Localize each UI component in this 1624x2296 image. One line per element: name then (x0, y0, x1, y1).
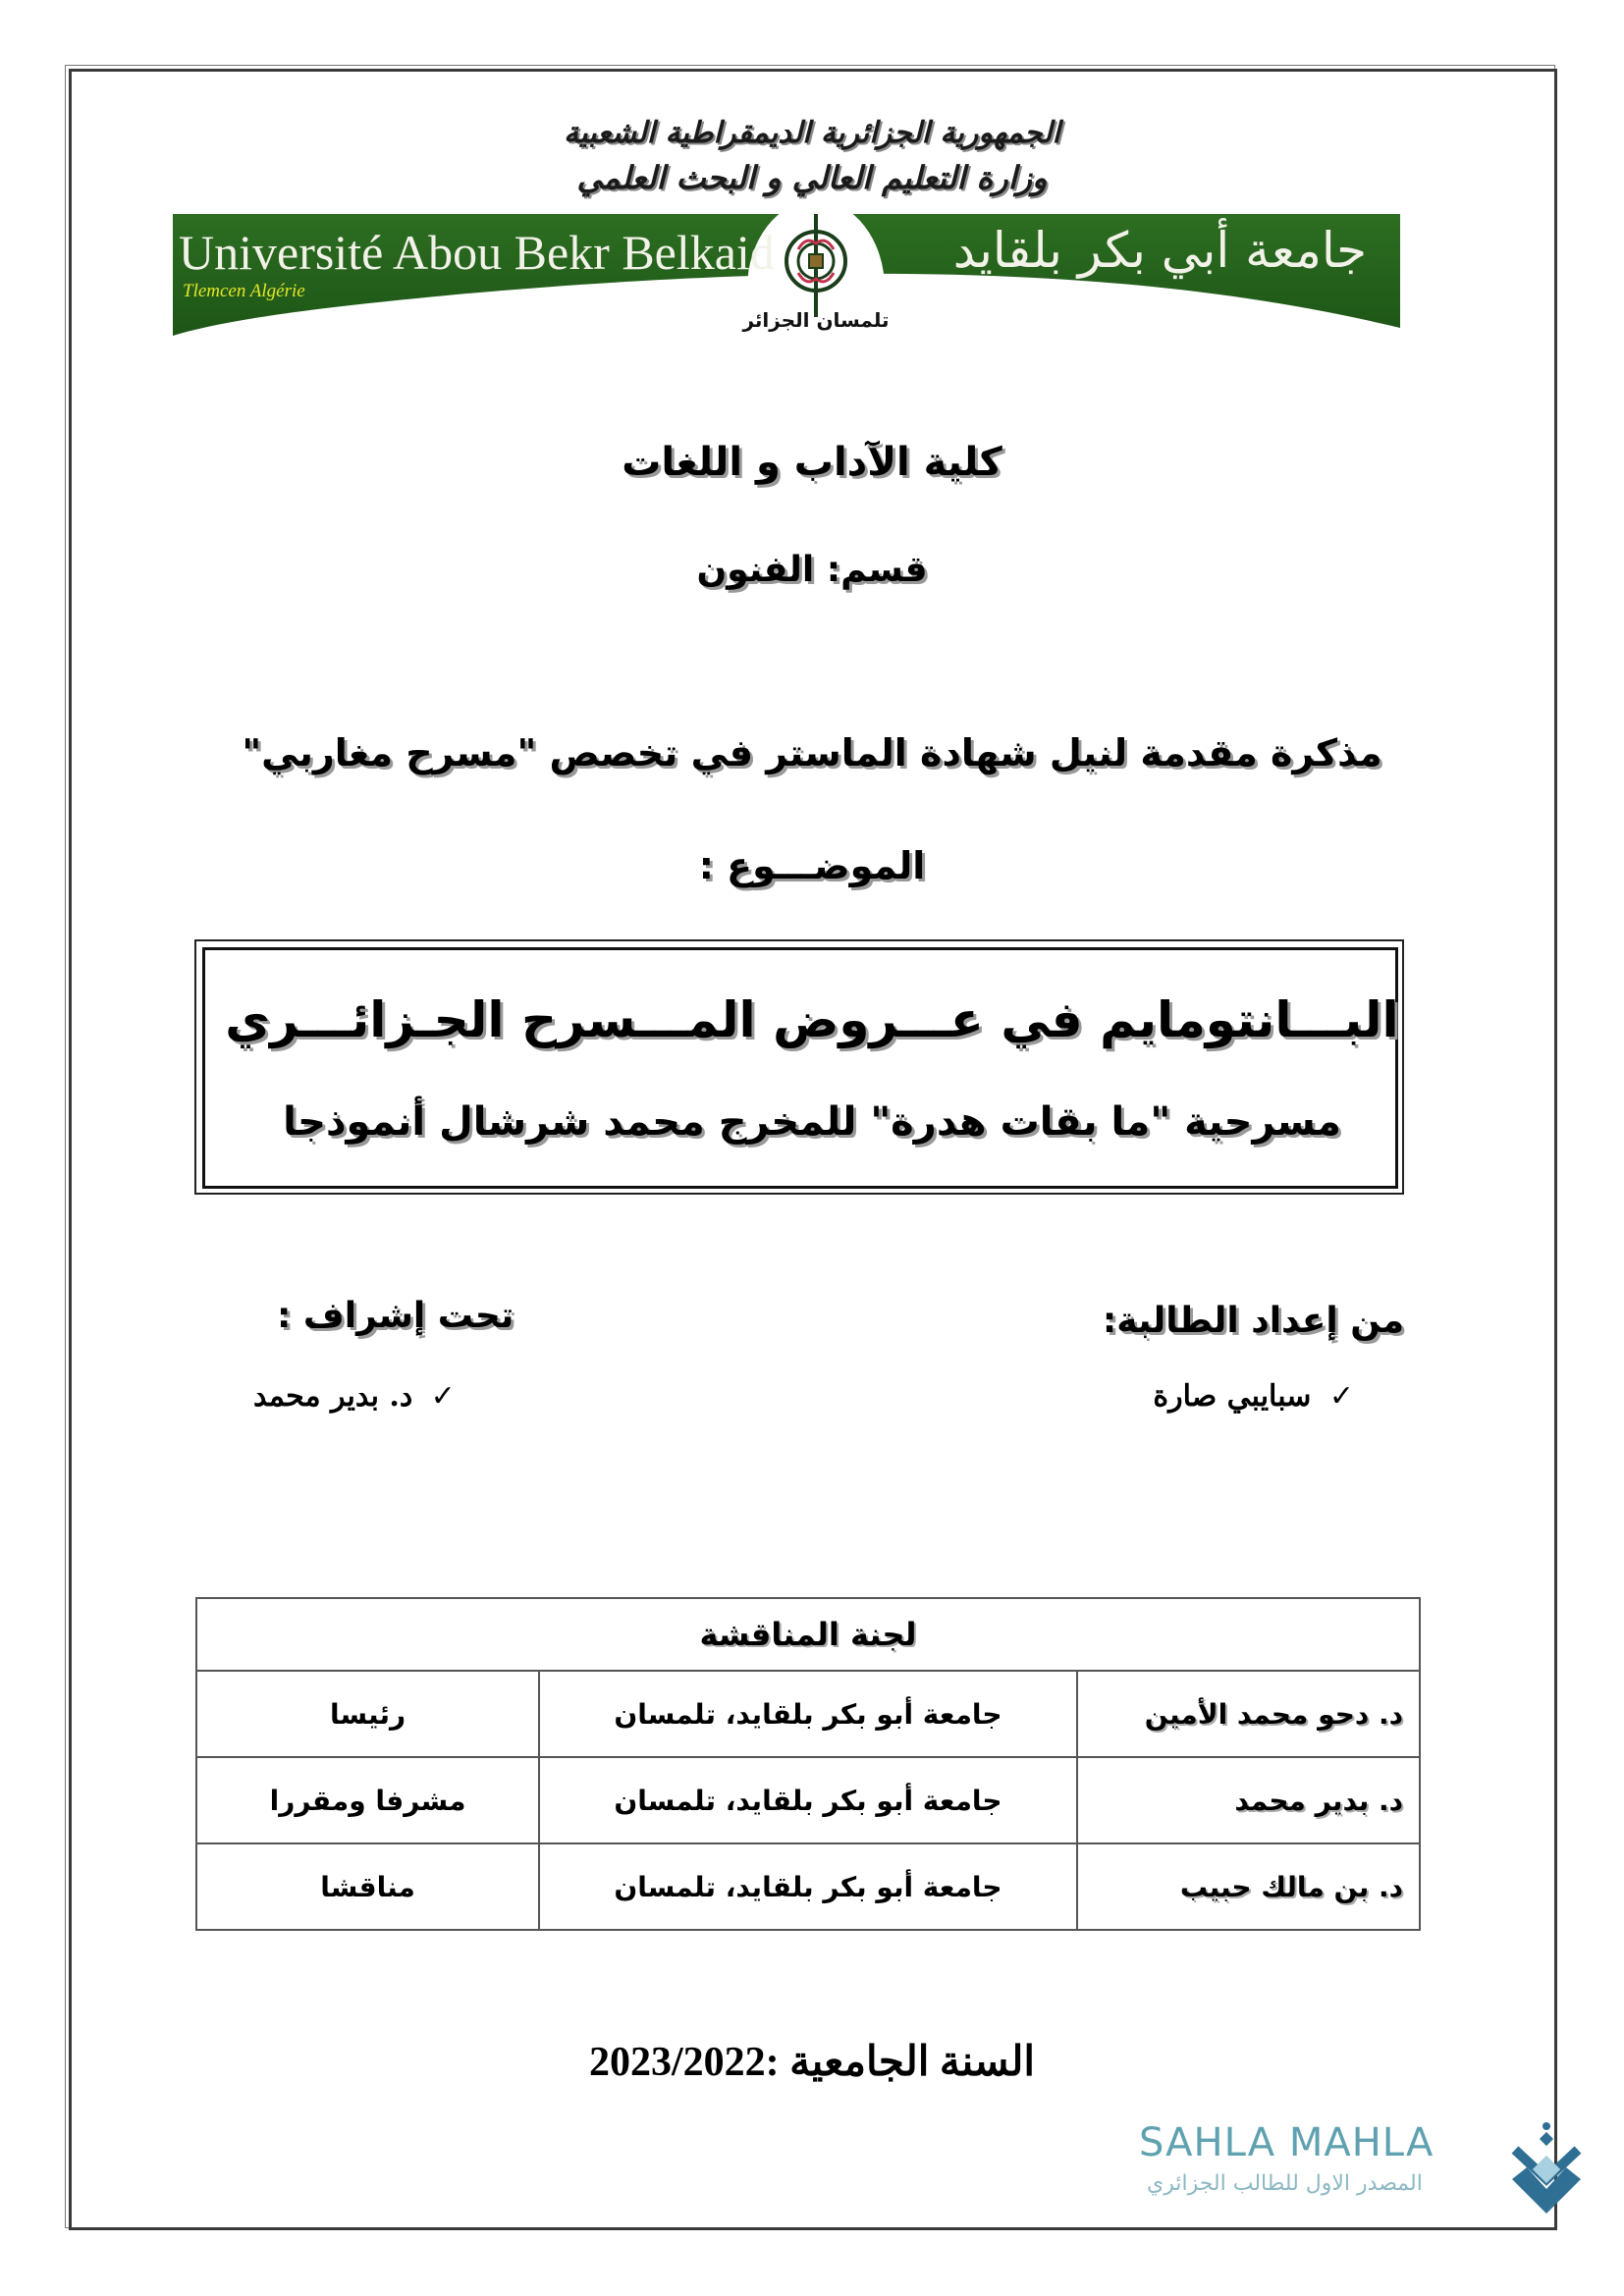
prepared-by-label: من إعداد الطالبة: (1102, 1301, 1404, 1341)
university-name-fr: Université Abou Bekr Belkaid (179, 225, 775, 280)
watermark-brand: SAHLA MAHLA (1139, 2120, 1435, 2165)
sahla-mahla-logo-icon (1507, 2120, 1586, 2218)
title-frame-inner (202, 947, 1398, 1189)
student-name-line (1153, 1379, 1354, 1414)
thesis-subtitle: مسرحية "ما بقات هدرة" للمخرج محمد شرشال أنموذجا (283, 1099, 1341, 1145)
faculty-name: كلية الآداب و اللغات (622, 440, 1002, 485)
subject-label: الموضـــوع : (698, 844, 926, 887)
checkmark-icon: ✓ (1328, 1379, 1354, 1414)
jury-table (195, 1597, 1421, 1931)
academic-year: السنة الجامعية :2023/2022 (588, 2040, 1036, 2085)
table-row (196, 1671, 1420, 1757)
university-banner (173, 210, 1400, 336)
university-location-ar: تلمسان الجزائر (742, 308, 890, 332)
ministry-title: وزارة التعليم العالي و البحث العلمي (576, 159, 1048, 196)
jury-member-role: مشرفا ومقررا (196, 1757, 539, 1843)
jury-member-role: مناقشا (196, 1843, 539, 1930)
supervisor-name: د. بدير محمد (253, 1379, 413, 1414)
sahla-mahla-watermark (1139, 2112, 1551, 2220)
jury-header-row (196, 1598, 1420, 1671)
university-emblem-icon (777, 214, 855, 322)
watermark-tagline: المصدر الاول للطالب الجزائري (1147, 2171, 1423, 2196)
table-row (196, 1757, 1420, 1843)
table-row (196, 1843, 1420, 1930)
jury-member-institution: جامعة أبو بكر بلقايد، تلمسان (539, 1757, 1077, 1843)
memo-statement: مذكرة مقدمة لنيل شهادة الماستر في تخصص "مسرح مغاربي" (242, 731, 1382, 774)
jury-member-institution: جامعة أبو بكر بلقايد، تلمسان (539, 1843, 1077, 1930)
checkmark-icon: ✓ (430, 1379, 456, 1414)
jury-title: لجنة المناقشة (196, 1598, 1420, 1671)
supervisor-name-line (253, 1379, 456, 1414)
university-location-fr: Tlemcen Algérie (183, 281, 305, 301)
jury-member-role: رئيسا (196, 1671, 539, 1757)
student-name: سبايبي صارة (1153, 1379, 1312, 1414)
jury-member-name: د. بدير محمد (1077, 1757, 1420, 1843)
jury-member-name: د. دحو محمد الأمين (1077, 1671, 1420, 1757)
jury-member-institution: جامعة أبو بكر بلقايد، تلمسان (539, 1671, 1077, 1757)
republic-title: الجمهورية الجزائرية الديمقراطية الشعبية (564, 116, 1060, 150)
department-name: قسم: الفنون (696, 550, 928, 590)
university-name-ar: جامعة أبي بكر بلقايد (952, 222, 1367, 279)
jury-member-name: د. بن مالك حبيب (1077, 1843, 1420, 1930)
supervised-by-label: تحت إشراف : (277, 1296, 514, 1336)
thesis-title: البـــانتومايم في عـــروض المـــسرح الجـزائـــري (225, 991, 1399, 1048)
